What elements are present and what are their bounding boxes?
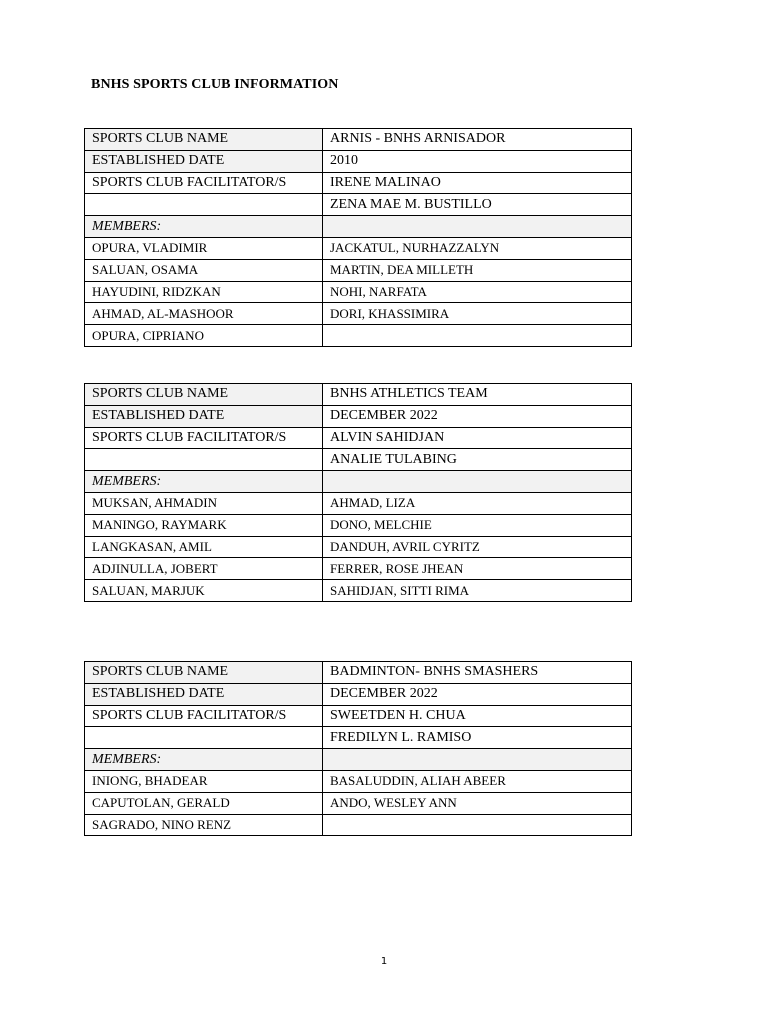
member-row xyxy=(85,792,632,814)
members-header-empty xyxy=(323,749,632,771)
club-name-value: ARNIS - BNHS ARNISADOR xyxy=(323,129,632,151)
club-table-1 xyxy=(84,128,632,347)
facilitator-row xyxy=(85,194,632,216)
facilitator-row xyxy=(85,705,632,727)
member-row xyxy=(85,492,632,514)
facilitator-value: ZENA MAE M. BUSTILLO xyxy=(323,194,632,216)
member-name: INIONG, BHADEAR xyxy=(85,770,323,792)
members-label: MEMBERS: xyxy=(85,471,323,493)
club-table-3 xyxy=(84,661,632,836)
members-header-empty xyxy=(323,471,632,493)
member-name: DANDUH, AVRIL CYRITZ xyxy=(323,536,632,558)
facilitator-value: ALVIN SAHIDJAN xyxy=(323,427,632,449)
established-date-row xyxy=(85,683,632,705)
facilitator-value: ANALIE TULABING xyxy=(323,449,632,471)
members-header-empty xyxy=(323,216,632,238)
member-row xyxy=(85,514,632,536)
facilitator-label-empty xyxy=(85,727,323,749)
facilitator-label-empty xyxy=(85,449,323,471)
members-header-row xyxy=(85,216,632,238)
member-name: MANINGO, RAYMARK xyxy=(85,514,323,536)
facilitator-value: SWEETDEN H. CHUA xyxy=(323,705,632,727)
club-name-label: SPORTS CLUB NAME xyxy=(85,129,323,151)
club-name-row xyxy=(85,662,632,684)
member-name: ADJINULLA, JOBERT xyxy=(85,558,323,580)
members-label: MEMBERS: xyxy=(85,749,323,771)
member-name: JACKATUL, NURHAZZALYN xyxy=(323,237,632,259)
facilitator-value: FREDILYN L. RAMISO xyxy=(323,727,632,749)
member-row xyxy=(85,558,632,580)
document-title: BNHS SPORTS CLUB INFORMATION xyxy=(91,77,339,92)
member-row xyxy=(85,325,632,347)
facilitator-row xyxy=(85,449,632,471)
member-name: OPURA, VLADIMIR xyxy=(85,237,323,259)
member-row xyxy=(85,536,632,558)
members-header-row xyxy=(85,749,632,771)
member-name: NOHI, NARFATA xyxy=(323,281,632,303)
member-name xyxy=(323,814,632,836)
member-name: SAHIDJAN, SITTI RIMA xyxy=(323,580,632,602)
member-name: SAGRADO, NINO RENZ xyxy=(85,814,323,836)
club-name-row xyxy=(85,129,632,151)
member-name: AHMAD, AL-MASHOOR xyxy=(85,303,323,325)
member-name: MUKSAN, AHMADIN xyxy=(85,492,323,514)
club-name-label: SPORTS CLUB NAME xyxy=(85,662,323,684)
established-date-label: ESTABLISHED DATE xyxy=(85,150,323,172)
club-name-value: BNHS ATHLETICS TEAM xyxy=(323,384,632,406)
member-name: CAPUTOLAN, GERALD xyxy=(85,792,323,814)
established-date-row xyxy=(85,150,632,172)
club-table-2 xyxy=(84,383,632,602)
member-row xyxy=(85,259,632,281)
established-date-value: DECEMBER 2022 xyxy=(323,405,632,427)
member-name: OPURA, CIPRIANO xyxy=(85,325,323,347)
facilitator-label: SPORTS CLUB FACILITATOR/S xyxy=(85,427,323,449)
established-date-label: ESTABLISHED DATE xyxy=(85,405,323,427)
member-row xyxy=(85,281,632,303)
member-name: FERRER, ROSE JHEAN xyxy=(323,558,632,580)
facilitator-label: SPORTS CLUB FACILITATOR/S xyxy=(85,705,323,727)
member-row xyxy=(85,580,632,602)
established-date-row xyxy=(85,405,632,427)
facilitator-value: IRENE MALINAO xyxy=(323,172,632,194)
member-name: HAYUDINI, RIDZKAN xyxy=(85,281,323,303)
member-name: AHMAD, LIZA xyxy=(323,492,632,514)
facilitator-row xyxy=(85,427,632,449)
member-name: SALUAN, OSAMA xyxy=(85,259,323,281)
facilitator-row xyxy=(85,172,632,194)
member-row xyxy=(85,237,632,259)
member-row xyxy=(85,814,632,836)
member-name: LANGKASAN, AMIL xyxy=(85,536,323,558)
members-label: MEMBERS: xyxy=(85,216,323,238)
facilitator-label: SPORTS CLUB FACILITATOR/S xyxy=(85,172,323,194)
established-date-value: DECEMBER 2022 xyxy=(323,683,632,705)
member-name: SALUAN, MARJUK xyxy=(85,580,323,602)
member-name: MARTIN, DEA MILLETH xyxy=(323,259,632,281)
facilitator-label-empty xyxy=(85,194,323,216)
page-number: 1 xyxy=(380,956,388,967)
members-header-row xyxy=(85,471,632,493)
established-date-label: ESTABLISHED DATE xyxy=(85,683,323,705)
established-date-value: 2010 xyxy=(323,150,632,172)
club-name-label: SPORTS CLUB NAME xyxy=(85,384,323,406)
club-name-value: BADMINTON- BNHS SMASHERS xyxy=(323,662,632,684)
member-name: BASALUDDIN, ALIAH ABEER xyxy=(323,770,632,792)
member-name: DONO, MELCHIE xyxy=(323,514,632,536)
club-name-row xyxy=(85,384,632,406)
member-row xyxy=(85,303,632,325)
member-row xyxy=(85,770,632,792)
member-name: DORI, KHASSIMIRA xyxy=(323,303,632,325)
member-name: ANDO, WESLEY ANN xyxy=(323,792,632,814)
member-name xyxy=(323,325,632,347)
facilitator-row xyxy=(85,727,632,749)
